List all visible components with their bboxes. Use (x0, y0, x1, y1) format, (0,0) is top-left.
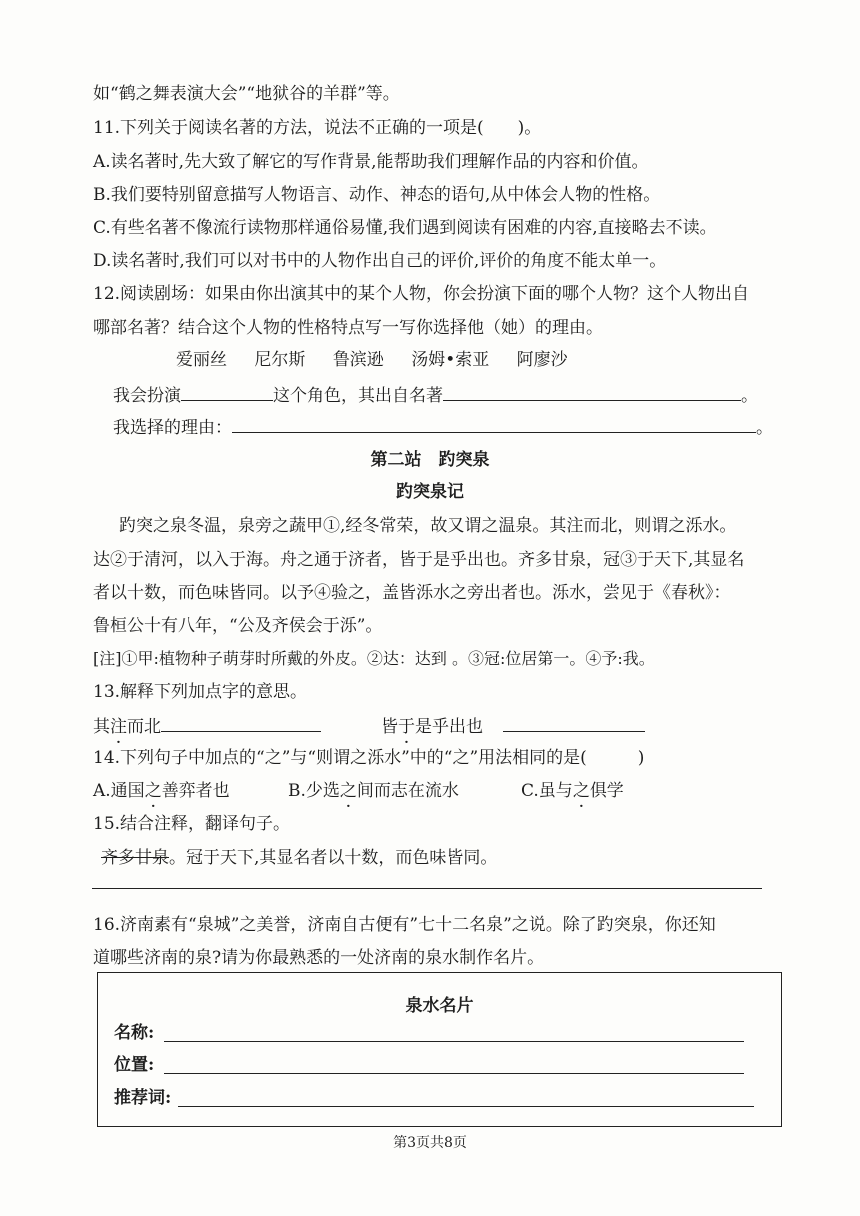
q14-c-post: 俱学 (589, 781, 624, 801)
q13-item1-post: 而北 (127, 717, 161, 737)
passage-line-3: 者以十数，而色味皆同。以予④验之，盖皆泺水之旁出者也。泺水，尝见于《春秋》： (93, 583, 731, 603)
q16-stem-line2: 道哪些济南的泉?请为你最熟悉的一处济南的泉水制作名片。 (93, 948, 545, 968)
q13-item2-post: 是乎出也 (415, 717, 483, 737)
q14-stem: 14.下列句子中加点的“之”与“则谓之泺水”中的“之”用法相同的是( ) (93, 748, 645, 768)
passage-notes: [注]①甲:植物种子萌芽时所戴的外皮。②达：达到 。③冠:位居第一。④予:我。 (93, 649, 655, 668)
q11-option-d: D.读名著时,我们可以对书中的人物作出自己的评价,评价的角度不能太单一。 (93, 251, 667, 271)
spring-card (97, 972, 782, 1127)
q11-option-b: B.我们要特别留意描写人物语言、动作、神态的语句,从中体会人物的性格。 (93, 185, 661, 205)
q13-item1-pre: 其 (93, 717, 110, 737)
character-alyosha: 阿廖沙 (516, 350, 568, 370)
character-tom-sawyer: 汤姆•索亚 (411, 350, 490, 370)
card-location-line[interactable] (164, 1073, 744, 1074)
reason-end: 。 (756, 418, 773, 438)
card-name-line[interactable] (164, 1041, 744, 1042)
passage-title: 趵突泉记 (396, 482, 464, 502)
q15-struck-text: 齐多甘泉 (101, 848, 169, 868)
character-list (176, 348, 568, 372)
q14-option-a (93, 779, 230, 803)
character-alice: 爱丽丝 (176, 350, 227, 370)
role-end: 。 (741, 386, 758, 406)
q15-sentence-rest: 。冠于天下,其显名者以十数，而色味皆同。 (169, 848, 498, 868)
q13-item1-blank[interactable] (161, 713, 321, 732)
q14-b-pre: B.少选 (288, 781, 340, 801)
q14-a-dotted-char: 之 (144, 781, 162, 801)
role-blank[interactable] (181, 382, 273, 401)
q13-item2-dotted-char: 于 (398, 717, 415, 737)
q14-c-dotted-char: 之 (572, 781, 590, 801)
q13-item2-pre: 皆 (381, 717, 398, 737)
passage-line-2: 达②于清河，以入于海。舟之通于济者，皆于是乎出也。齐多甘泉，冠③于天下,其显名 (93, 550, 745, 570)
continuation-text: 如“鹤之舞表演大会”“地狱谷的羊群”等。 (93, 84, 400, 104)
q12-stem-line2: 哪部名著？结合这个人物的性格特点写一写你选择他（她）的理由。 (93, 318, 603, 338)
q15-sentence (101, 846, 497, 870)
passage-line-1: 趵突之泉冬温，泉旁之蔬甲①,经冬常荣，故又谓之温泉。其注而北，则谓之泺水。 (119, 516, 737, 536)
q14-b-dotted-char: 之 (339, 781, 357, 801)
q15-stem: 15.结合注释，翻译句子。 (93, 814, 291, 834)
role-middle: 这个角色，其出自名著 (273, 386, 443, 406)
book-blank[interactable] (443, 382, 741, 401)
q13-item-1 (93, 713, 321, 739)
card-name-label: 名称: (114, 1023, 155, 1043)
reason-blank[interactable] (232, 414, 756, 433)
page-number: 第3页共8页 (393, 1135, 467, 1151)
q12-role-line (113, 382, 758, 408)
card-recommend-line[interactable] (178, 1106, 754, 1107)
role-prefix: 我会扮演 (113, 386, 181, 406)
card-title: 泉水名片 (405, 996, 474, 1016)
q14-c-pre: C.虽与 (521, 781, 573, 801)
q12-reason-line (113, 414, 773, 440)
q12-stem-line1: 12.阅读剧场：如果由你出演其中的某个人物，你会扮演下面的哪个人物？这个人物出自 (93, 284, 750, 304)
q11-option-c: C.有些名著不像流行读物那样通俗易懂,我们遇到阅读有困难的内容,直接略去不读。 (93, 218, 717, 238)
reason-label: 我选择的理由： (113, 418, 232, 438)
q11-stem: 11.下列关于阅读名著的方法，说法不正确的一项是( )。 (93, 118, 542, 138)
q13-item2-blank[interactable] (503, 713, 645, 732)
q11-option-a: A.读名著时,先大致了解它的写作背景,能帮助我们理解作品的内容和价值。 (93, 152, 649, 172)
q13-item-2 (381, 713, 645, 739)
q14-option-c (521, 779, 624, 803)
q16-stem-line1: 16.济南素有“泉城”之美誉，济南自古便有”七十二名泉”之说。除了趵突泉，你还知 (93, 915, 716, 935)
character-nils: 尼尔斯 (254, 350, 306, 370)
q14-b-post: 间而志在流水 (356, 781, 459, 801)
q14-a-pre: A.通国 (93, 781, 145, 801)
q13-stem: 13.解释下列加点字的意思。 (93, 682, 308, 702)
q14-a-post: 善弈者也 (161, 781, 230, 801)
card-location-label: 位置: (114, 1055, 155, 1075)
character-crusoe: 鲁滨逊 (332, 350, 384, 370)
passage-line-4: 鲁桓公十有八年，“公及齐侯会于泺”。 (93, 616, 383, 636)
station-title: 第二站 趵突泉 (370, 450, 490, 470)
q14-option-b (288, 779, 459, 803)
q15-answer-line[interactable] (92, 888, 762, 889)
card-recommend-label: 推荐词: (114, 1088, 172, 1108)
q13-item1-dotted-char: 注 (110, 717, 127, 737)
